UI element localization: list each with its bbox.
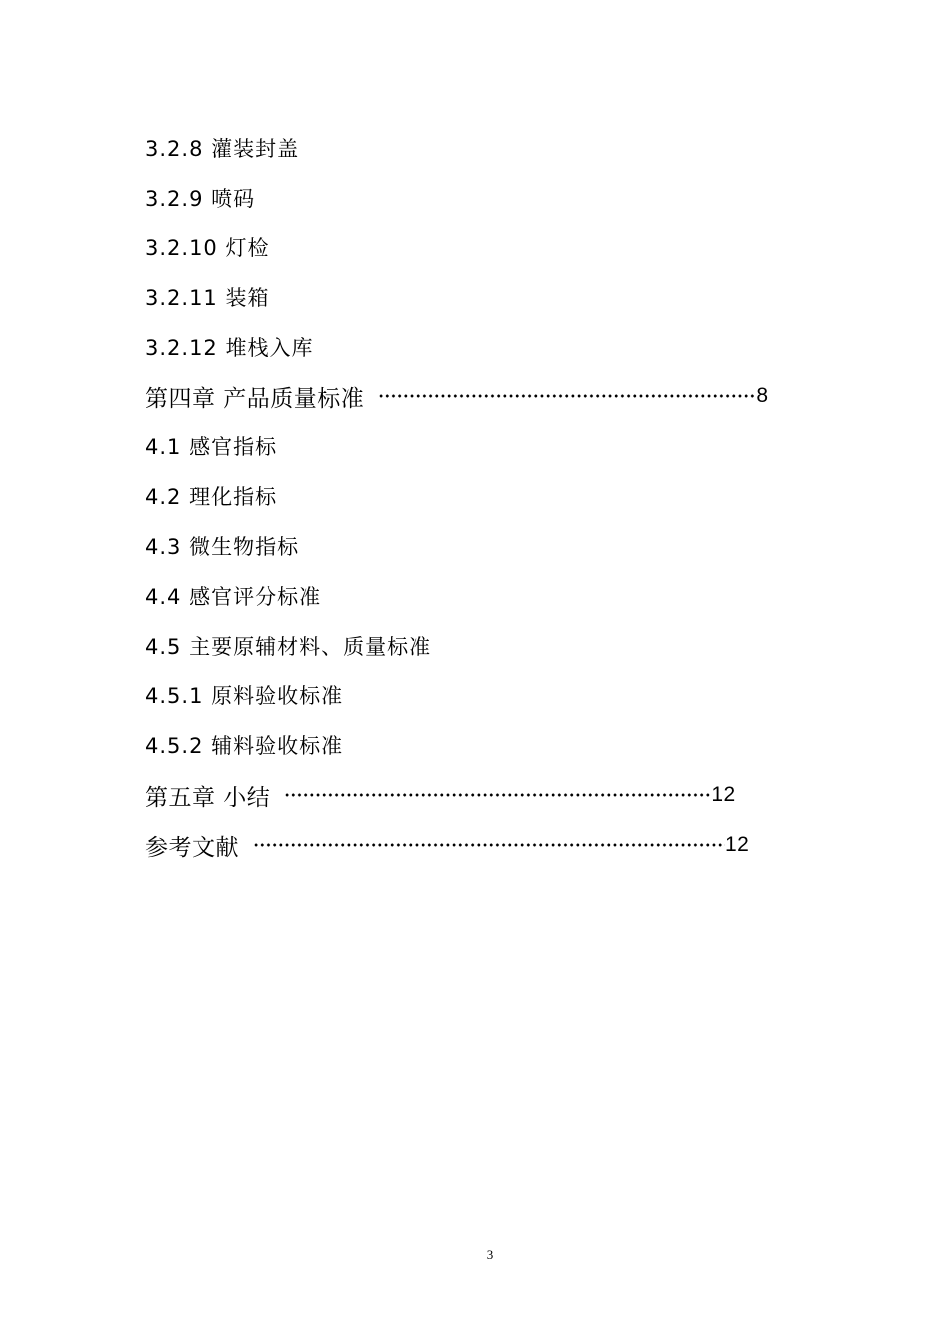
toc-entry[interactable] — [145, 630, 431, 662]
toc-entry-title: 4.1 感官指标 — [145, 435, 278, 459]
toc-entry[interactable] — [145, 182, 255, 214]
toc-page-number: 12 — [725, 833, 750, 856]
toc-entry-title: 第四章 产品质量标准 — [145, 385, 365, 412]
toc-entry[interactable] — [145, 331, 313, 363]
toc-entry-title: 第五章 小结 — [145, 784, 271, 811]
toc-entry[interactable] — [145, 530, 299, 562]
toc-entry-title: 3.2.10 灯检 — [145, 236, 270, 260]
toc-entry-title: 4.2 理化指标 — [145, 485, 278, 509]
toc-entry[interactable] — [145, 729, 343, 761]
toc-entry[interactable] — [145, 679, 343, 711]
toc-chapter-entry[interactable] — [145, 829, 749, 861]
toc-entry[interactable] — [145, 580, 321, 612]
toc-entry[interactable] — [145, 132, 299, 164]
toc-entry-title: 4.3 微生物指标 — [145, 535, 300, 559]
dot-leader — [253, 843, 725, 847]
toc-entry[interactable] — [145, 430, 277, 462]
toc-entry-title: 3.2.12 堆栈入库 — [145, 336, 314, 360]
toc-entry-title: 3.2.11 装箱 — [145, 286, 270, 310]
toc-entry[interactable] — [145, 281, 269, 313]
toc-entry[interactable] — [145, 480, 277, 512]
toc-page-number: 8 — [756, 384, 769, 407]
dot-leader — [378, 394, 756, 398]
toc-page-number: 12 — [711, 783, 736, 806]
toc-entry-title: 4.5.2 辅料验收标准 — [145, 734, 344, 758]
toc-chapter-entry[interactable] — [145, 779, 736, 811]
toc-entry-title: 4.5 主要原辅材料、质量标准 — [145, 635, 432, 659]
page-number: 3 — [486, 1247, 494, 1262]
toc-entry-title: 3.2.9 喷码 — [145, 187, 256, 211]
toc-entry-title: 3.2.8 灌装封盖 — [145, 137, 300, 161]
toc-entry-title: 4.5.1 原料验收标准 — [145, 684, 344, 708]
dot-leader — [284, 793, 711, 797]
toc-entry-title: 4.4 感官评分标准 — [145, 585, 322, 609]
toc-entry-title: 参考文献 — [145, 834, 239, 861]
toc-chapter-entry[interactable] — [145, 380, 769, 412]
toc-entry[interactable] — [145, 231, 269, 263]
